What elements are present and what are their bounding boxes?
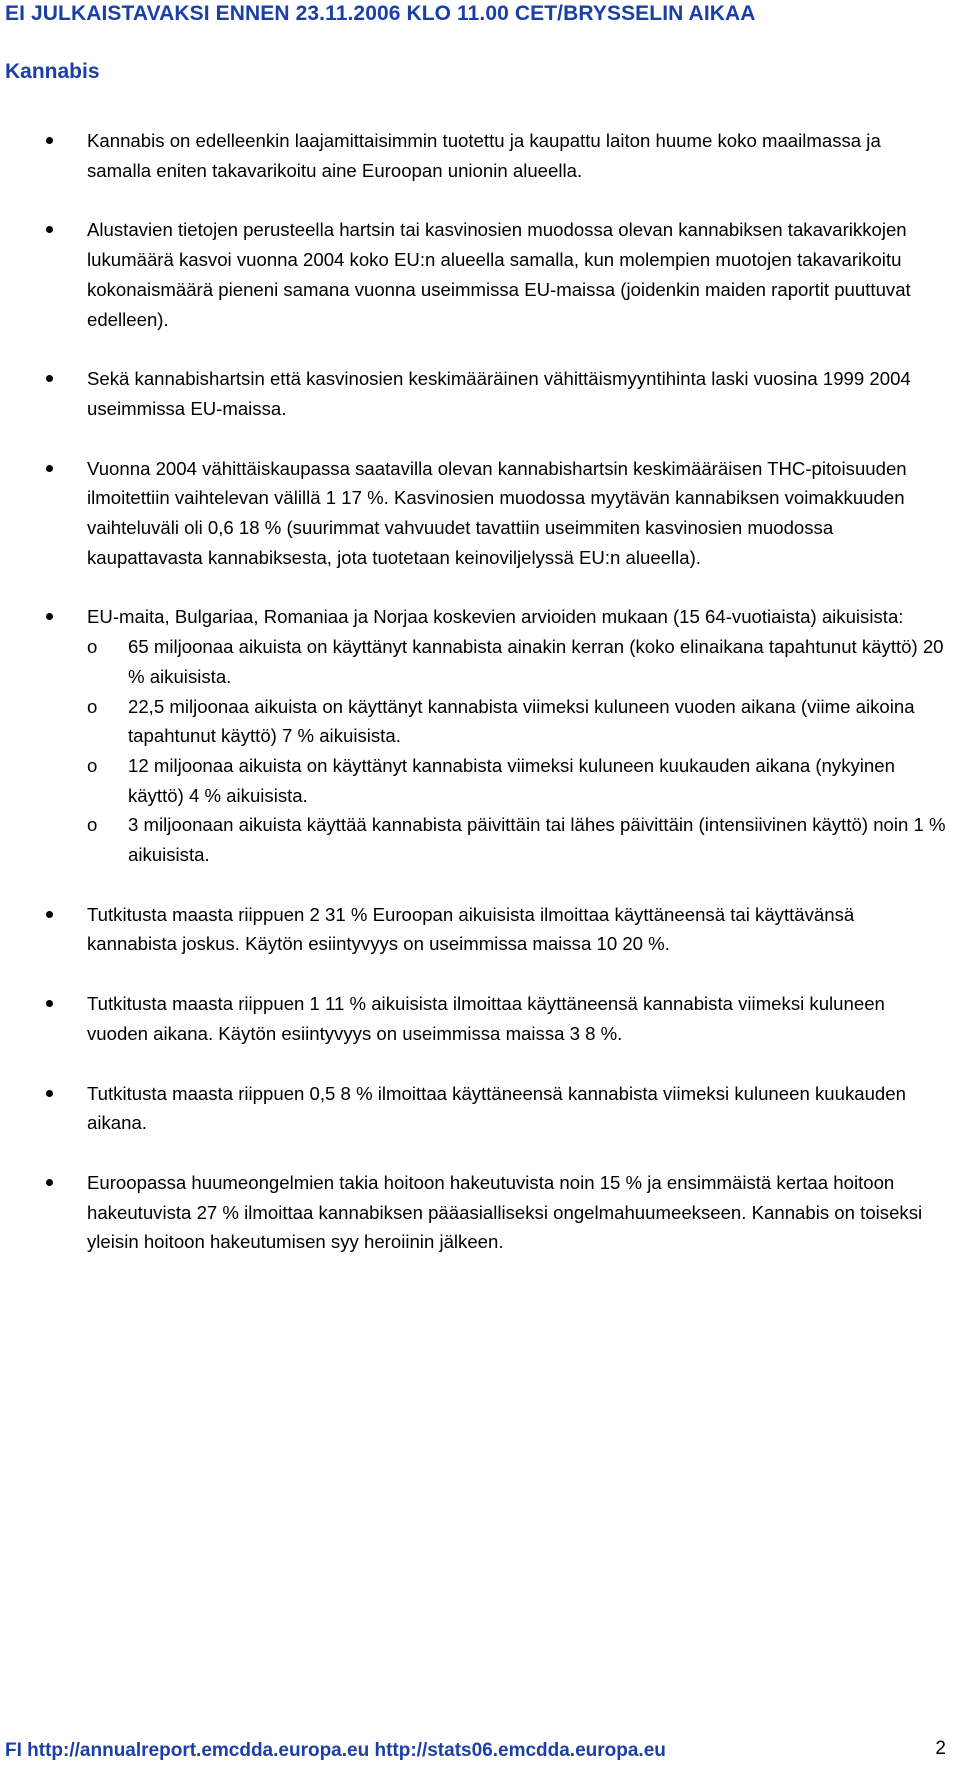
- sub-list-item: [87, 632, 946, 691]
- list-item: [0, 1168, 960, 1257]
- bullet-icon: [46, 465, 53, 472]
- bullet-icon: [46, 911, 53, 918]
- sub-bullet-marker: o: [87, 754, 98, 776]
- sub-list-item: [87, 810, 946, 869]
- list-item: [0, 1079, 960, 1138]
- sub-list-item: [87, 692, 946, 751]
- sub-bullet-marker: o: [87, 814, 98, 836]
- list-item-text: Kannabis on edelleenkin laajamittaisimmin tuotettu ja kaupattu laiton huume koko maailmassa ja samalla eniten takavarikoitu aine Euroopan unionin alueella.: [87, 130, 881, 181]
- list-item-text: EU-maita, Bulgariaa, Romaniaa ja Norjaa koskevien arvioiden mukaan (15 64-vuotiaista) aikuisista:: [87, 606, 904, 628]
- footer-links: FI http://annualreport.emcdda.europa.eu http://stats06.emcdda.europa.eu: [5, 1740, 666, 1761]
- list-item-text: Euroopassa huumeongelmien takia hoitoon hakeutuvista noin 15 % ja ensimmäistä kertaa hoitoon hakeutuvista 27 % ilmoittaa kannabiksen pääasialliseksi ongelmahuumeekseen. Kannabis on toiseksi yleisin hoitoon hakeutumisen syy heroiinin jälkeen.: [87, 1171, 923, 1253]
- bullet-icon: [46, 1179, 53, 1186]
- bullet-icon: [46, 226, 53, 233]
- bullet-icon: [46, 1090, 53, 1097]
- list-item: [0, 900, 960, 959]
- list-item: [0, 364, 960, 423]
- list-item: [0, 602, 960, 869]
- list-item: [0, 126, 960, 185]
- sub-list-item-text: 12 miljoonaa aikuista on käyttänyt kannabista viimeksi kuluneen kuukauden aikana (nykyinen käyttö) 4 % aikuisista.: [128, 754, 895, 806]
- list-item: [0, 454, 960, 573]
- bullet-icon: [46, 1000, 53, 1007]
- sub-list-item-text: 3 miljoonaan aikuista käyttää kannabista päivittäin tai lähes päivittäin (intensiivinen käyttö) noin 1 % aikuisista.: [128, 814, 946, 866]
- list-item: [0, 215, 960, 334]
- sub-bullet-marker: o: [87, 636, 98, 658]
- sub-list-item: [87, 751, 946, 810]
- list-item-text: Alustavien tietojen perusteella hartsin tai kasvinosien muodossa olevan kannabiksen takavarikkojen lukumäärä kasvoi vuonna 2004 koko EU:n alueella samalla, kun molempien muotojen takavarikoitu kokonaismäärä pieneni samana vuonna useimmissa EU-maissa (joidenkin maiden raportit puuttuvat edelleen).: [87, 219, 911, 330]
- section-title: Kannabis: [5, 60, 100, 83]
- list-item-text: Sekä kannabishartsin että kasvinosien keskimääräinen vähittäismyyntihinta laski vuosina 1999 2004 useimmissa EU-maissa.: [87, 368, 911, 419]
- list-item-text: Tutkitusta maasta riippuen 1 11 % aikuisista ilmoittaa käyttäneensä kannabista viimeksi kuluneen vuoden aikana. Käytön esiintyvyys on useimmissa maissa 3 8 %.: [87, 993, 885, 1044]
- document-body: [0, 126, 960, 1287]
- sub-bullet-list: [87, 632, 946, 870]
- list-item-text: Vuonna 2004 vähittäiskaupassa saatavilla olevan kannabishartsin keskimääräisen THC-pitoisuuden ilmoitettiin vaihtelevan välillä 1 17 %. Kasvinosien muodossa myytävän kannabiksen voimakkuuden vaihteluväli oli 0,6 18 % (suurimmat vahvuudet tavattiin useimmiten kasvinosien muodossa kaupattavasta kannabiksesta, jota tuotetaan keinoviljelyssä EU:n alueella).: [87, 457, 907, 568]
- list-item-text: Tutkitusta maasta riippuen 0,5 8 % ilmoittaa käyttäneensä kannabista viimeksi kuluneen kuukauden aikana.: [87, 1082, 906, 1134]
- sub-bullet-marker: o: [87, 695, 98, 717]
- bullet-list: [0, 126, 960, 1257]
- sub-list-item-text: 65 miljoonaa aikuista on käyttänyt kannabista ainakin kerran (koko elinaikana tapahtunut käyttö) 20 % aikuisista.: [128, 636, 944, 687]
- list-item: [0, 989, 960, 1048]
- bullet-icon: [46, 137, 53, 144]
- bullet-icon: [46, 613, 53, 620]
- bullet-icon: [46, 375, 53, 382]
- embargo-notice: EI JULKAISTAVAKSI ENNEN 23.11.2006 KLO 11.00 CET/BRYSSELIN AIKAA: [5, 2, 756, 25]
- page-number: 2: [935, 1738, 946, 1759]
- list-item-text: Tutkitusta maasta riippuen 2 31 % Euroopan aikuisista ilmoittaa käyttäneensä tai käyttävänsä kannabista joskus. Käytön esiintyvyys on useimmissa maissa 10 20 %.: [87, 903, 855, 955]
- sub-list-item-text: 22,5 miljoonaa aikuista on käyttänyt kannabista viimeksi kuluneen vuoden aikana (viime aikoina tapahtunut käyttö) 7 % aikuisista.: [128, 695, 915, 747]
